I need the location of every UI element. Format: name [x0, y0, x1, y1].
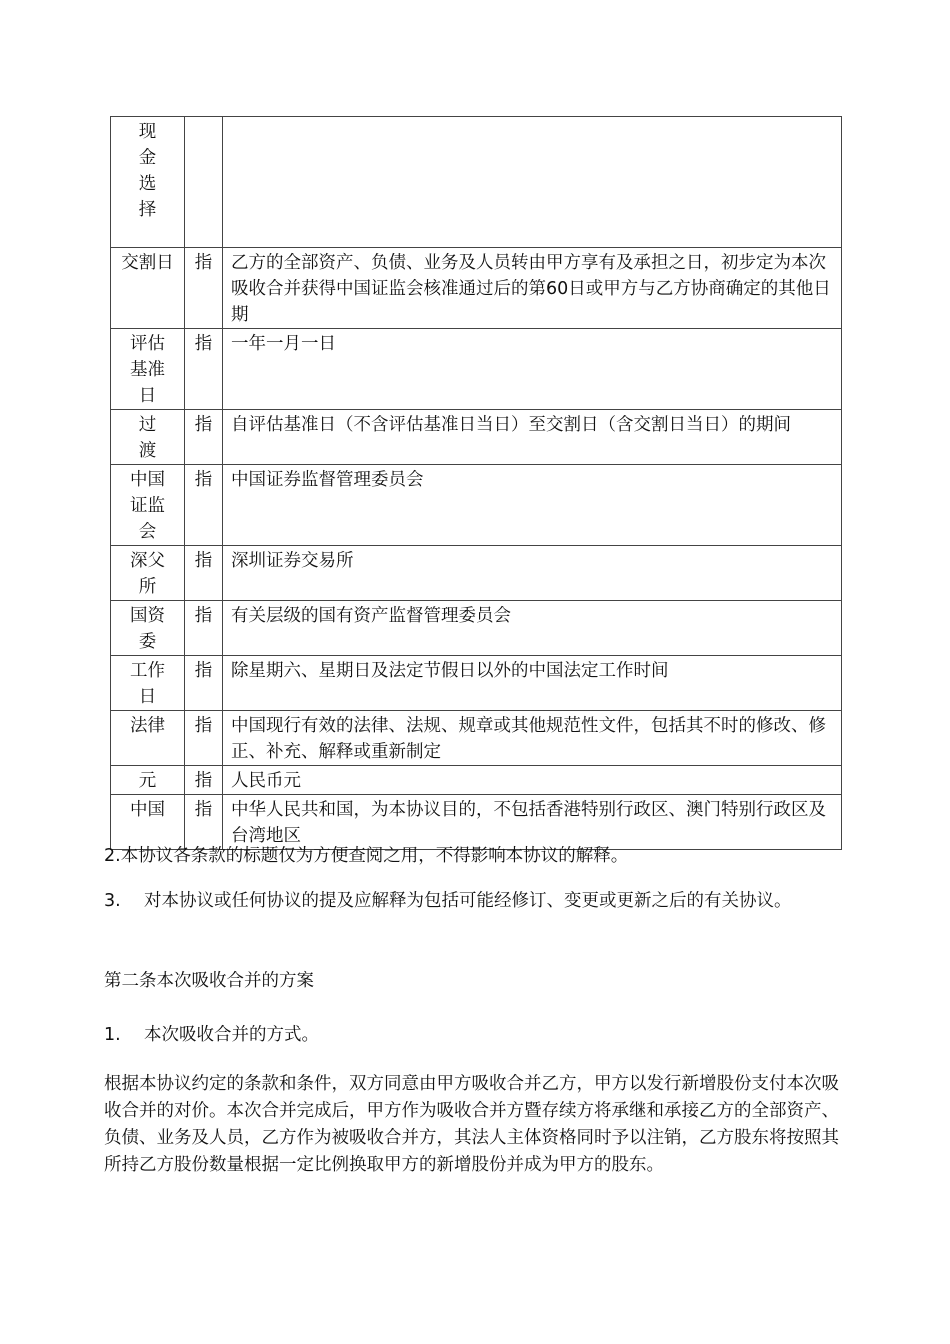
- refers-cell: 指: [185, 795, 223, 850]
- meaning-cell: 中国现行有效的法律、法规、规章或其他规范性文件，包括其不时的修改、修正、补充、解释或重新制定: [223, 711, 842, 766]
- table-row: [111, 248, 842, 329]
- article-2-heading: 第二条本次吸收合并的方案: [104, 971, 314, 991]
- term-cell: 中国证监会: [111, 465, 185, 546]
- table-row: [111, 795, 842, 850]
- term-cell: 工作日: [111, 656, 185, 711]
- table-row: [111, 410, 842, 465]
- term-cell: 深父所: [111, 546, 185, 601]
- refers-cell: [185, 117, 223, 248]
- term-cell: 交割日: [111, 248, 185, 329]
- meaning-cell: 人民币元: [223, 766, 842, 795]
- refers-cell: 指: [185, 329, 223, 410]
- refers-cell: 指: [185, 711, 223, 766]
- term-cell: 法律: [111, 711, 185, 766]
- meaning-cell: 一年一月一日: [223, 329, 842, 410]
- refers-cell: 指: [185, 766, 223, 795]
- meaning-cell: 中华人民共和国，为本协议目的，不包括香港特别行政区、澳门特别行政区及台湾地区: [223, 795, 842, 850]
- clause-3-text: 对本协议或任何协议的提及应解释为包括可能经修订、变更或更新之后的有关协议。: [144, 891, 792, 911]
- term-cell: 现金选择: [111, 117, 185, 248]
- term-cell: 过渡: [111, 410, 185, 465]
- refers-cell: 指: [185, 248, 223, 329]
- meaning-cell: 除星期六、星期日及法定节假日以外的中国法定工作时间: [223, 656, 842, 711]
- table-row: [111, 465, 842, 546]
- meaning-cell: [223, 117, 842, 248]
- term-cell: 国资委: [111, 601, 185, 656]
- refers-cell: 指: [185, 601, 223, 656]
- table-row: [111, 329, 842, 410]
- refers-cell: 指: [185, 546, 223, 601]
- table-row: [111, 766, 842, 795]
- meaning-cell: 中国证券监督管理委员会: [223, 465, 842, 546]
- refers-cell: 指: [185, 465, 223, 546]
- table-row: [111, 546, 842, 601]
- meaning-cell: 乙方的全部资产、负债、业务及人员转由甲方享有及承担之日，初步定为本次吸收合并获得中国证监会核准通过后的第60日或甲方与乙方协商确定的其他日期: [223, 248, 842, 329]
- clause-2-paragraph: 2.本协议各条款的标题仅为方便查阅之用，不得影响本协议的解释。: [104, 846, 629, 866]
- item-1-number: 1.: [104, 1025, 121, 1045]
- refers-cell: 指: [185, 656, 223, 711]
- table-row: [111, 601, 842, 656]
- meaning-cell: 自评估基准日（不含评估基准日当日）至交割日（含交割日当日）的期间: [223, 410, 842, 465]
- term-cell: 中国: [111, 795, 185, 850]
- clause-3-number: 3.: [104, 891, 121, 911]
- meaning-cell: 深圳证券交易所: [223, 546, 842, 601]
- item-1-text: 本次吸收合并的方式。: [144, 1025, 319, 1045]
- table-row: [111, 656, 842, 711]
- term-cell: 评估基准日: [111, 329, 185, 410]
- meaning-cell: 有关层级的国有资产监督管理委员会: [223, 601, 842, 656]
- item-1-paragraph: [104, 1022, 840, 1049]
- table-row: [111, 117, 842, 248]
- clause-3-paragraph: [104, 888, 840, 915]
- refers-cell: 指: [185, 410, 223, 465]
- table-row: [111, 711, 842, 766]
- term-cell: 元: [111, 766, 185, 795]
- definitions-table: [110, 116, 842, 850]
- body-paragraph: 根据本协议约定的条款和条件，双方同意由甲方吸收合并乙方，甲方以发行新增股份支付本次吸收合并的对价。本次合并完成后，甲方作为吸收合并方暨存续方将承继和承接乙方的全部资产、负债、业务及人员，乙方作为被吸收合并方，其法人主体资格同时予以注销，乙方股东将按照其所持乙方股份数量根据一定比例换取甲方的新增股份并成为甲方的股东。: [104, 1074, 839, 1175]
